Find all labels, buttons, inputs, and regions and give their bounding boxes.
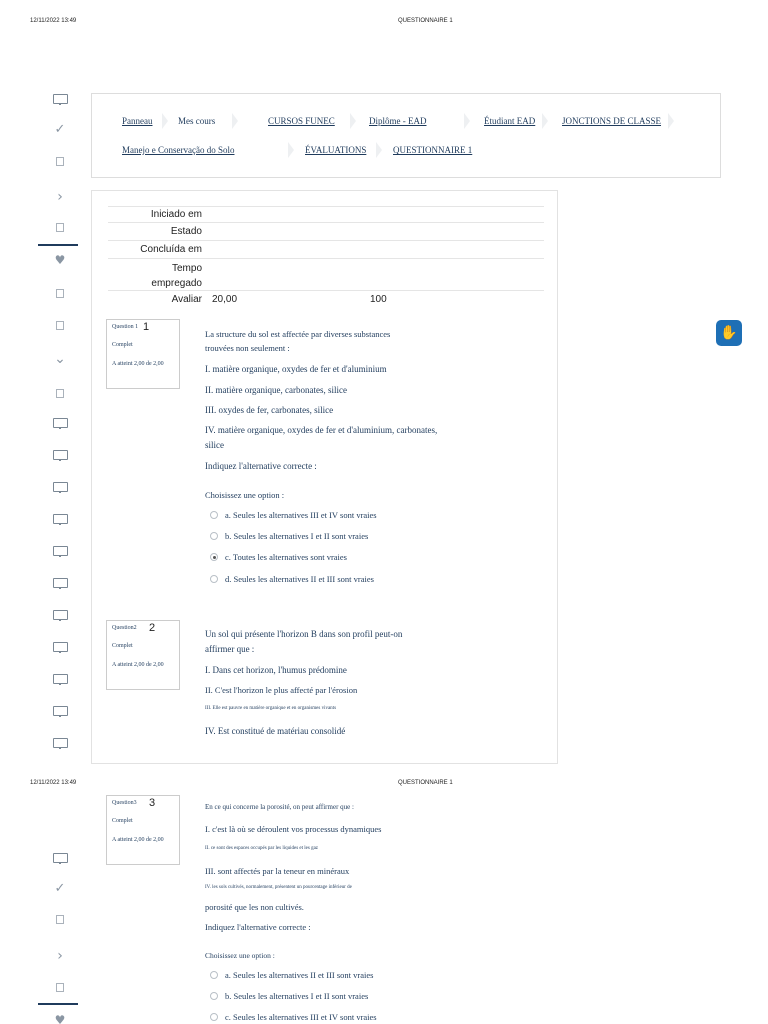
- chevron-down-icon[interactable]: ⌄: [54, 351, 66, 367]
- breadcrumb-jonctions-de-classe[interactable]: JONCTIONS DE CLASSE: [562, 116, 662, 126]
- answer-option[interactable]: b. Seules les alternatives I et II sont vraies: [210, 531, 368, 541]
- monitor-icon[interactable]: [38, 411, 82, 435]
- monitor-icon[interactable]: [38, 87, 82, 111]
- radio-button[interactable]: [210, 971, 218, 979]
- breadcrumb-mes-cours[interactable]: Mes cours: [178, 116, 216, 126]
- monitor-icon[interactable]: [38, 846, 82, 870]
- summary-row-state: Estado: [108, 222, 544, 239]
- answer-option[interactable]: c. Seules les alternatives III et IV sont vraies: [210, 1012, 377, 1022]
- question-number: 2: [149, 622, 156, 634]
- monitor-icon[interactable]: [38, 667, 82, 691]
- breadcrumb-cursos-funec[interactable]: CURSOS FUNEC: [268, 116, 335, 126]
- question-title: Question 1: [112, 324, 139, 330]
- square-icon[interactable]: [38, 215, 82, 239]
- question-number: 3: [149, 797, 156, 809]
- square-icon[interactable]: [38, 975, 82, 999]
- chevron-right-icon[interactable]: ›: [57, 948, 63, 964]
- question-info-box: [106, 795, 180, 865]
- radio-button[interactable]: [210, 992, 218, 1000]
- square-icon[interactable]: [38, 313, 82, 337]
- print-header: [0, 776, 768, 790]
- monitor-icon[interactable]: [38, 507, 82, 531]
- sidebar-divider: [38, 1003, 78, 1005]
- heart-icon[interactable]: ♥: [54, 1013, 66, 1024]
- answer-option[interactable]: d. Seules les alternatives II et III sont vraies: [210, 574, 374, 584]
- radio-button[interactable]: [210, 575, 218, 583]
- grade-points: 20,00: [212, 294, 238, 305]
- answer-option[interactable]: a. Seules les alternatives II et III sont vraies: [210, 970, 373, 980]
- radio-button[interactable]: [210, 511, 218, 519]
- answer-option[interactable]: c. Toutes les alternatives sont vraies: [210, 552, 347, 562]
- radio-button-selected[interactable]: [210, 553, 218, 561]
- square-icon[interactable]: [38, 381, 82, 405]
- question-grade: A atteint 2,00 de 2,00: [112, 662, 164, 668]
- radio-button[interactable]: [210, 1013, 218, 1021]
- breadcrumb-panneau[interactable]: Panneau: [122, 116, 153, 126]
- print-title: QUESTIONNAIRE 1: [398, 780, 453, 786]
- question-status: Complet: [112, 342, 133, 348]
- print-timestamp: 12/11/2022 13:49: [30, 18, 77, 24]
- question-grade: A atteint 2,00 de 2,00: [112, 361, 164, 367]
- sidebar-divider: [38, 244, 78, 246]
- breadcrumb: [91, 93, 721, 178]
- breadcrumb-diplome-ead[interactable]: Diplôme - EAD: [369, 116, 427, 126]
- sign-language-icon[interactable]: ✋: [716, 320, 742, 346]
- question-number: 1: [143, 321, 150, 333]
- question-status: Complet: [112, 643, 133, 649]
- monitor-icon[interactable]: [38, 571, 82, 595]
- check-icon[interactable]: ✓: [54, 121, 66, 137]
- monitor-icon[interactable]: [38, 731, 82, 755]
- monitor-icon[interactable]: [38, 539, 82, 563]
- summary-row-grade: Avaliar 20,00 100: [108, 290, 544, 308]
- question-grade: A atteint 2,00 de 2,00: [112, 837, 164, 843]
- monitor-icon[interactable]: [38, 475, 82, 499]
- summary-row-completed: Concluída em: [108, 240, 544, 257]
- summary-row-time-taken: Tempo empregado: [108, 258, 544, 289]
- print-title: QUESTIONNAIRE 1: [398, 18, 453, 24]
- monitor-icon[interactable]: [38, 699, 82, 723]
- square-icon[interactable]: [38, 149, 82, 173]
- question-info-box: [106, 620, 180, 690]
- square-icon[interactable]: [38, 907, 82, 931]
- chevron-right-icon[interactable]: ›: [57, 189, 63, 205]
- answer-option[interactable]: a. Seules les alternatives III et IV sont vraies: [210, 510, 377, 520]
- breadcrumb-questionnaire[interactable]: QUESTIONNAIRE 1: [393, 145, 473, 155]
- monitor-icon[interactable]: [38, 635, 82, 659]
- summary-row-started: Iniciado em: [108, 206, 544, 221]
- question-title: Question2: [112, 625, 137, 631]
- square-icon[interactable]: [38, 281, 82, 305]
- breadcrumb-etudiant-ead[interactable]: Étudiant EAD: [484, 116, 536, 126]
- radio-button[interactable]: [210, 532, 218, 540]
- check-icon[interactable]: ✓: [54, 880, 66, 896]
- heart-icon[interactable]: ♥: [54, 253, 66, 267]
- breadcrumb-manejo-solo[interactable]: Manejo e Conservação do Solo: [122, 145, 235, 155]
- breadcrumb-evaluations[interactable]: ÉVALUATIONS: [305, 145, 367, 155]
- grade-percent: 100: [370, 294, 387, 305]
- question-title: Question3: [112, 800, 137, 806]
- monitor-icon[interactable]: [38, 443, 82, 467]
- question-info-box: [106, 319, 180, 389]
- question-status: Complet: [112, 818, 133, 824]
- monitor-icon[interactable]: [38, 603, 82, 627]
- print-header: [0, 14, 768, 28]
- print-timestamp: 12/11/2022 13:49: [30, 780, 77, 786]
- answer-option[interactable]: b. Seules les alternatives I et II sont vraies: [210, 991, 368, 1001]
